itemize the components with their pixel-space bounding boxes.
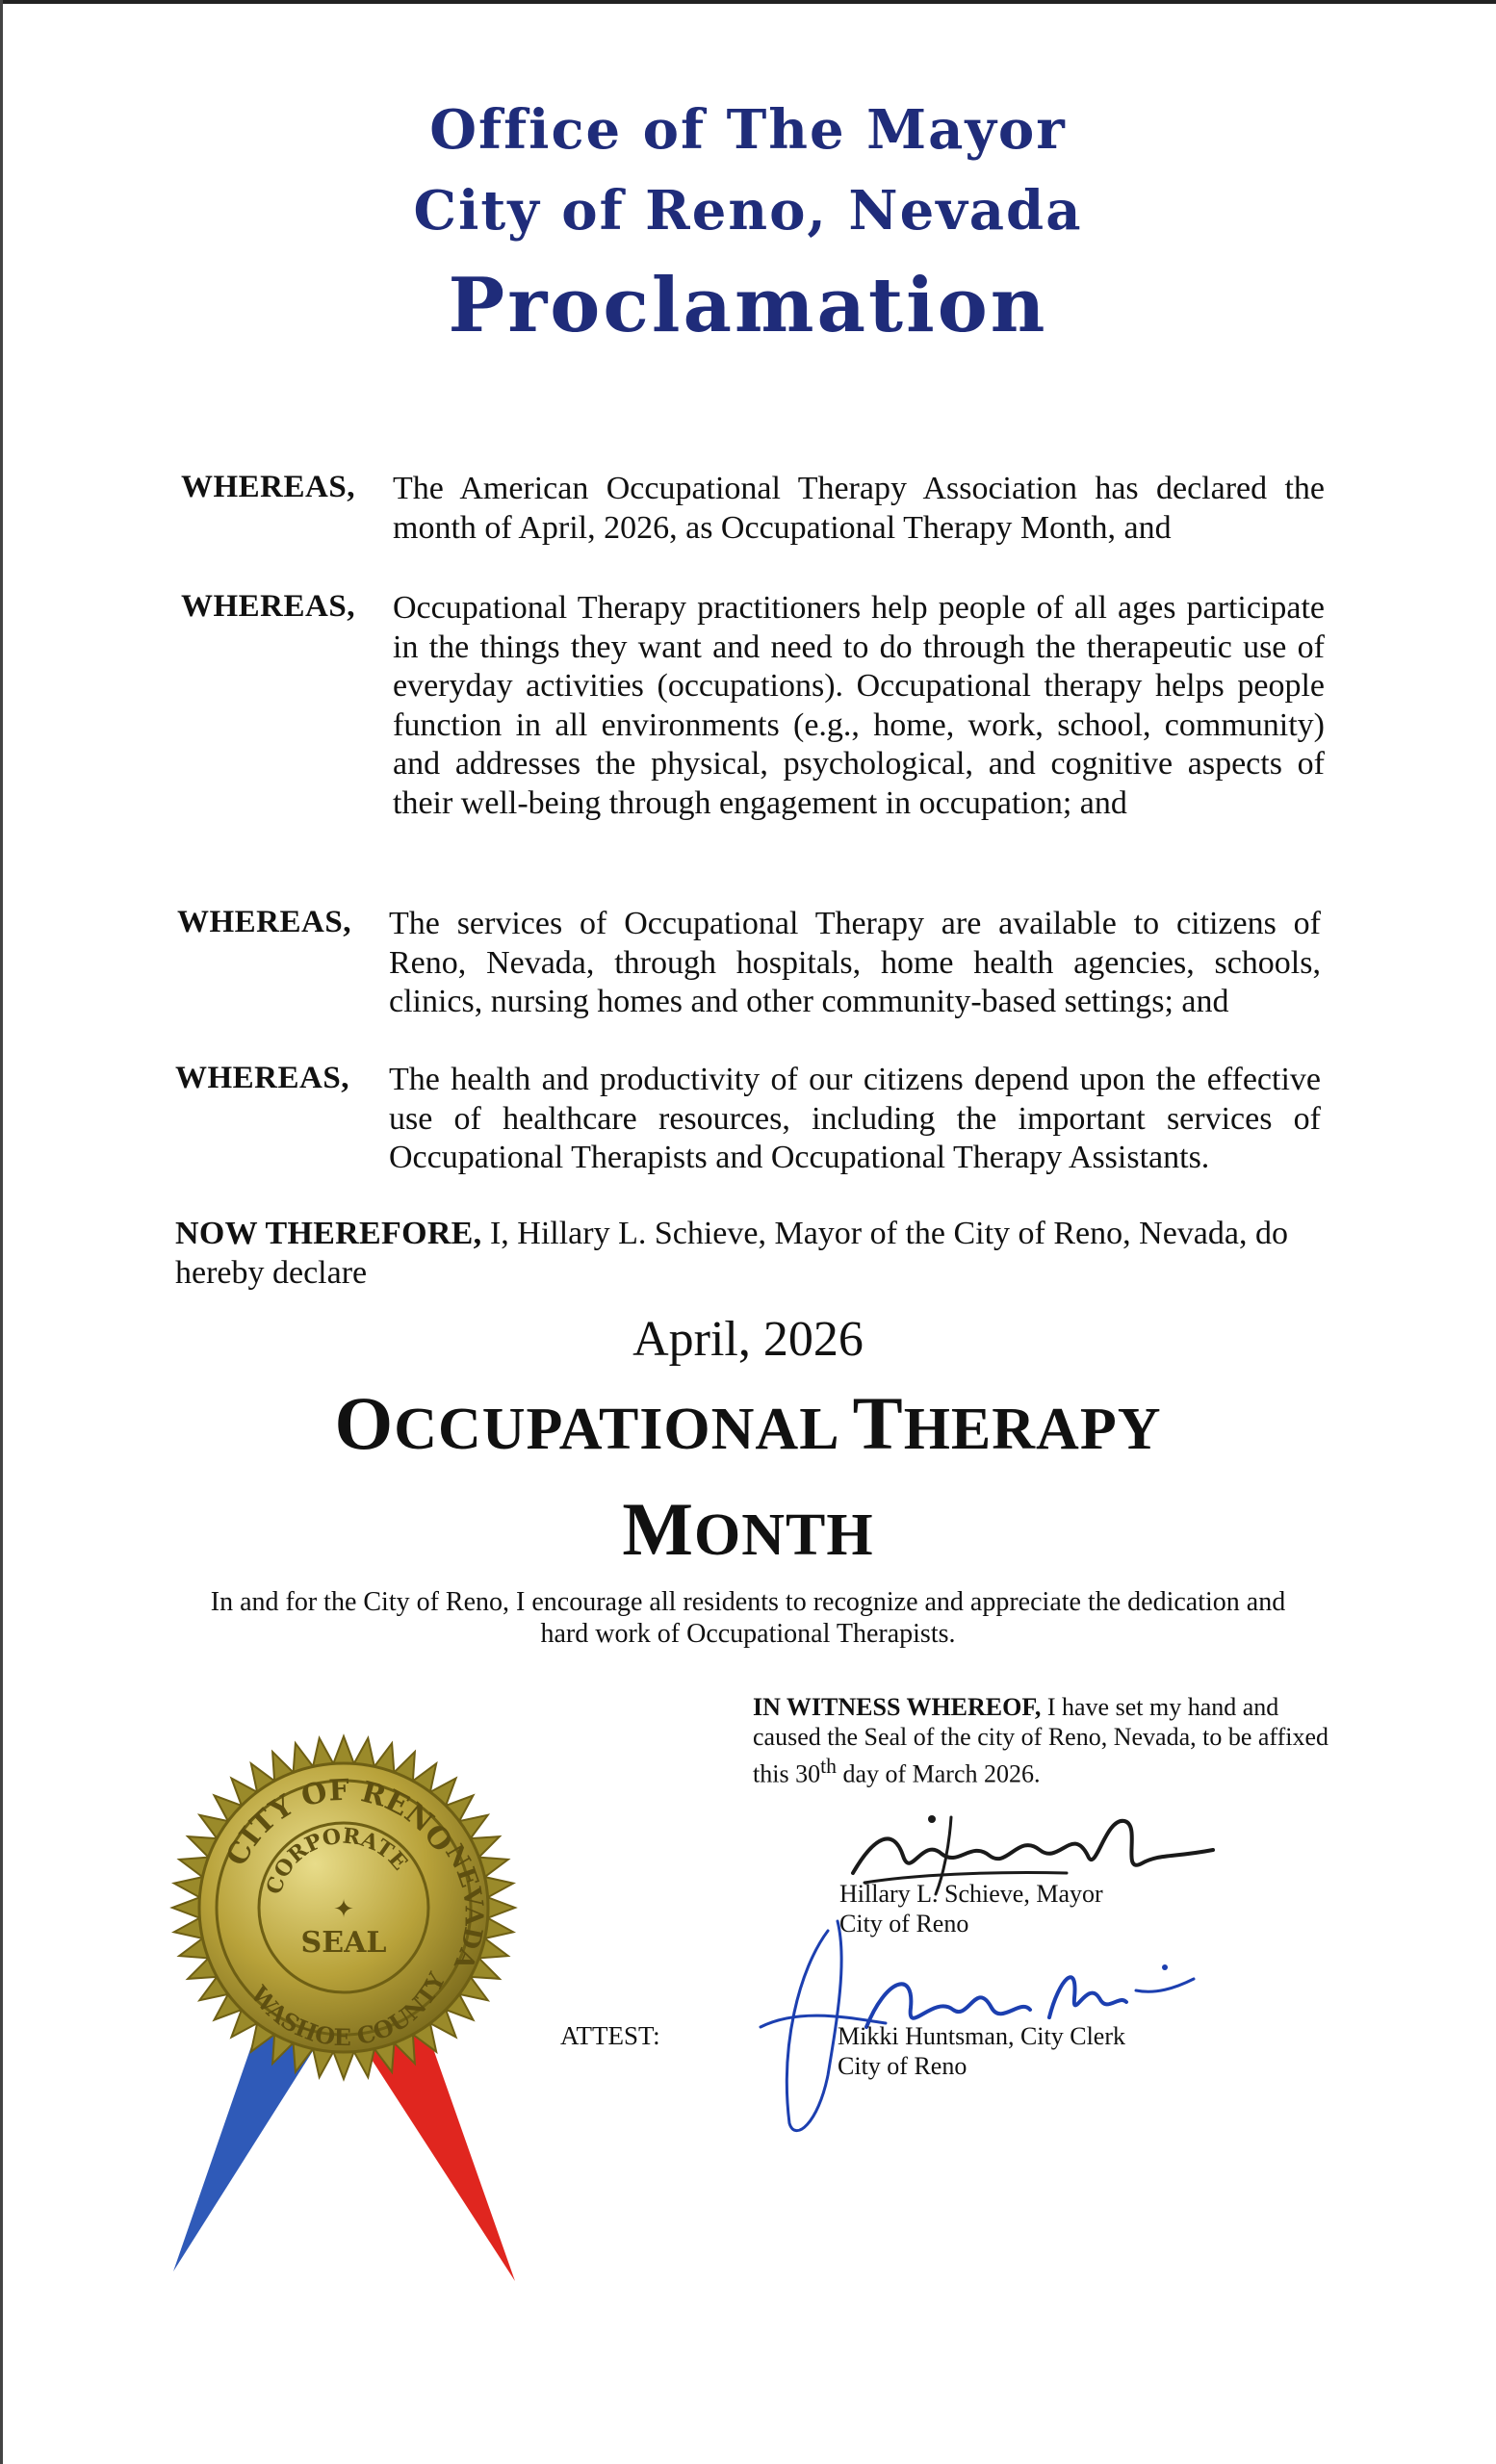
now-therefore-clause <box>175 1215 1327 1293</box>
title-word-month: ONTH <box>694 1502 874 1568</box>
mayor-signature-block <box>839 1879 1103 1938</box>
declaration-title-line-2 <box>0 1486 1496 1573</box>
whereas-label: WHEREAS, <box>181 589 355 624</box>
seal-county-text: WASHOE COUNTY <box>245 1967 451 2052</box>
whereas-label: WHEREAS, <box>181 470 355 504</box>
seal-seal-text: SEAL <box>300 1926 387 1960</box>
seal-corporate-text: CORPORATE <box>261 1823 413 1898</box>
whereas-text: The services of Occupational Therapy are available to citizens of Reno, Nevada, through hospitals, home health agencies, schools, clinics, nursing homes and other community-based settings; and <box>389 906 1321 1019</box>
page-left-border <box>0 0 3 2464</box>
gold-seal-with-ribbon <box>144 1704 549 2291</box>
declaration-title-line-1 <box>0 1380 1496 1467</box>
witness-statement <box>753 1692 1330 1789</box>
now-therefore-lead: NOW THEREFORE, <box>175 1216 482 1251</box>
declaration-date: April, 2026 <box>632 1312 864 1367</box>
header-proclamation-title: Proclamation <box>448 262 1048 349</box>
title-initial-t: T <box>852 1381 904 1465</box>
attest-label: ATTEST: <box>560 2021 660 2050</box>
whereas-text: The health and productivity of our citizens depend upon the effective use of healthcare resources, including the important services of Occupational Therapists and Occupational Therapy Assistants. <box>389 1062 1321 1175</box>
header-office-line: Office of The Mayor <box>429 98 1067 162</box>
whereas-text: The American Occupational Therapy Association has declared the month of April, 2026, as Occupational Therapy Month, and <box>393 471 1325 546</box>
witness-ordinal-suffix: th <box>820 1755 837 1778</box>
title-initial-o: O <box>334 1381 395 1465</box>
ribbon-red <box>356 2021 515 2281</box>
header-city-line: City of Reno, Nevada <box>413 179 1083 243</box>
title-word-therapy: HERAPY <box>903 1397 1162 1462</box>
whereas-label: WHEREAS, <box>175 1061 349 1095</box>
clerk-signature-block <box>838 2021 1125 2081</box>
seal-star-icon: ✦ <box>333 1895 354 1923</box>
whereas-label: WHEREAS, <box>177 905 351 939</box>
clerk-org: City of Reno <box>838 2052 967 2080</box>
now-therefore-text: I, Hillary L. Schieve, Mayor of the City of Reno, Nevada, do hereby declare <box>175 1216 1288 1291</box>
page-top-border <box>0 0 1496 4</box>
title-initial-m: M <box>622 1487 695 1571</box>
mayor-name: Hillary L. Schieve, Mayor <box>839 1880 1103 1908</box>
seal-city-text: CITY OF RENO <box>219 1773 459 1872</box>
witness-text-end: day of March 2026. <box>836 1759 1041 1788</box>
mayor-org: City of Reno <box>839 1910 969 1938</box>
title-word-occupational: CCUPATIONAL <box>394 1397 853 1462</box>
whereas-text: Occupational Therapy practitioners help people of all ages participate in the things they want and need to do through the therapeutic use of everyday activities (occupations). Occupational therapy helps people function in all environments (e.g., home, work, school, community) and addresses the physical, psychological, and cognitive aspects of their well-being through engagement in occupation; and <box>393 590 1325 821</box>
witness-text: I have set my hand and caused the Seal of the city of Reno, Nevada, to be affixed this 30 <box>753 1693 1329 1788</box>
encouragement-text: In and for the City of Reno, I encourage all residents to recognize and appreciate the dedication and hard work of Occupational Therapists. <box>210 1587 1286 1649</box>
clerk-name: Mikki Huntsman, City Clerk <box>838 2022 1125 2050</box>
witness-lead: IN WITNESS WHEREOF, <box>753 1693 1042 1721</box>
seal-state-text: NEVADA <box>439 1839 488 1974</box>
